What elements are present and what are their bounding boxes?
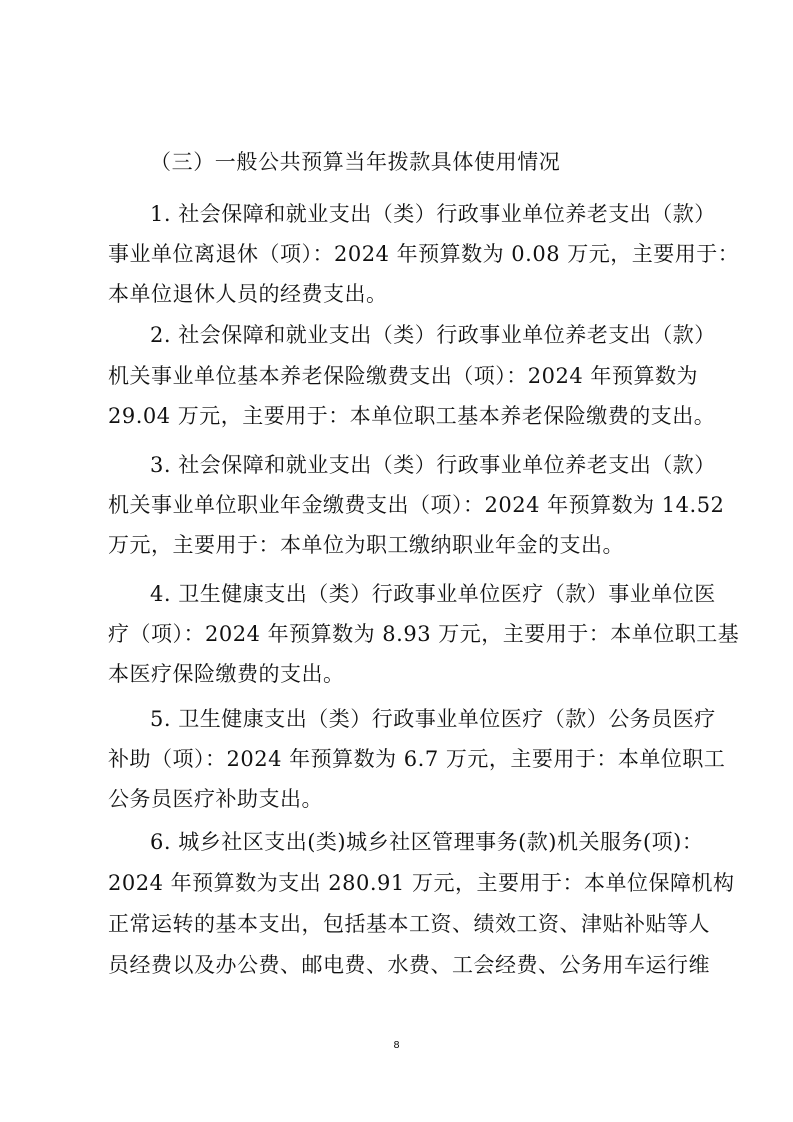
paragraph-2-line-3: 29.04 万元，主要用于：本单位职工基本养老保险缴费的支出。: [108, 404, 716, 428]
paragraph-1-line-2: 事业单位离退休（项）：2024 年预算数为 0.08 万元，主要用于：: [108, 242, 740, 266]
section-heading: （三）一般公共预算当年拨款具体使用情况: [150, 150, 561, 174]
paragraph-3-line-3: 万元，主要用于：本单位为职工缴纳职业年金的支出。: [108, 533, 624, 557]
paragraph-4-line-3: 本医疗保险缴费的支出。: [108, 662, 345, 686]
paragraph-6-line-2: 2024 年预算数为支出 280.91 万元，主要用于：本单位保障机构: [108, 871, 735, 895]
paragraph-5-line-1: 5. 卫生健康支出（类）行政事业单位医疗（款）公务员医疗: [150, 707, 716, 731]
paragraph-6-line-3: 正常运转的基本支出，包括基本工资、绩效工资、津贴补贴等人: [108, 912, 710, 936]
paragraph-6-line-4: 员经费以及办公费、邮电费、水费、工会经费、公务用车运行维: [108, 953, 710, 977]
paragraph-3-line-1: 3. 社会保障和就业支出（类）行政事业单位养老支出（款）: [150, 453, 716, 477]
paragraph-1-line-1: 1. 社会保障和就业支出（类）行政事业单位养老支出（款）: [150, 202, 716, 226]
paragraph-1-line-3: 本单位退休人员的经费支出。: [108, 282, 388, 306]
paragraph-4-line-2: 疗（项）：2024 年预算数为 8.93 万元，主要用于：本单位职工基: [108, 622, 740, 646]
paragraph-3-line-2: 机关事业单位职业年金缴费支出（项）：2024 年预算数为 14.52: [108, 493, 725, 517]
paragraph-2-line-1: 2. 社会保障和就业支出（类）行政事业单位养老支出（款）: [150, 323, 716, 347]
paragraph-5-line-3: 公务员医疗补助支出。: [108, 787, 323, 811]
paragraph-2-line-2: 机关事业单位基本养老保险缴费支出（项）：2024 年预算数为: [108, 364, 698, 388]
paragraph-5-line-2: 补助（项）：2024 年预算数为 6.7 万元，主要用于：本单位职工: [108, 747, 726, 771]
paragraph-6-line-1: 6. 城乡社区支出(类)城乡社区管理事务(款)机关服务(项)：: [150, 830, 704, 854]
page-number: 8: [393, 1040, 400, 1051]
paragraph-4-line-1: 4. 卫生健康支出（类）行政事业单位医疗（款）事业单位医: [150, 582, 716, 606]
